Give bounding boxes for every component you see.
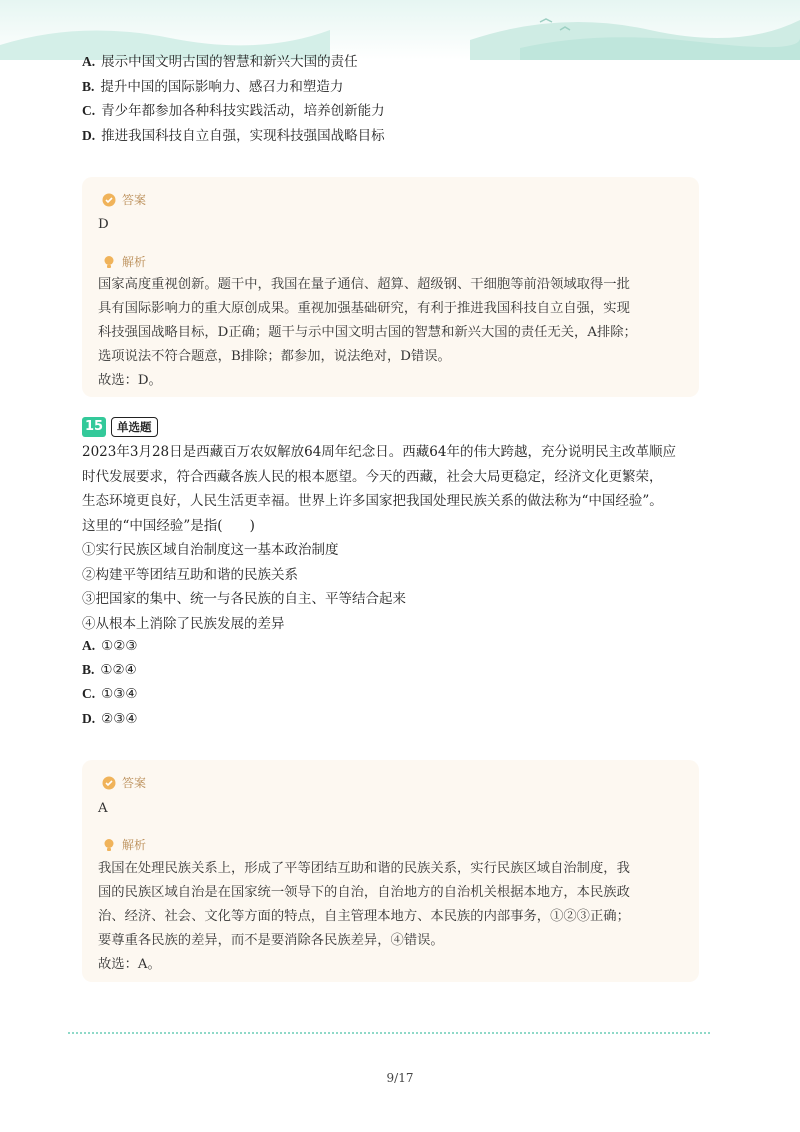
check-badge-icon (102, 776, 116, 790)
answer-label: 答案 (122, 193, 147, 207)
question-type-tag: 单选题 (111, 417, 158, 437)
question-stem-line: 生态环境更良好，人民生活更幸福。世界上许多国家把我国处理民族关系的做法称为“中国经验”。 (82, 493, 663, 509)
option-d[interactable] (82, 709, 137, 729)
option-letter: D. (82, 711, 96, 726)
analysis-line: 治、经济、社会、文化等方面的特点，自主管理本地方、本民族的内部事务，①②③正确； (98, 909, 630, 924)
question-stem-line: ③把国家的集中、统一与各民族的自主、平等结合起来 (82, 591, 406, 607)
analysis-text (98, 857, 688, 977)
option-letter: B. (82, 79, 95, 94)
option-text: ①②④ (100, 662, 137, 678)
question-stem-line: ①实行民族区域自治制度这一基本政治制度 (82, 542, 339, 558)
question-number-badge: 15 (82, 417, 106, 437)
option-letter: C. (82, 686, 96, 701)
option-letter: B. (82, 662, 95, 677)
answer-value: D (98, 217, 109, 232)
analysis-line: 我国在处理民族关系上，形成了平等团结互助和谐的民族关系，实行民族区域自治制度，我 (98, 861, 630, 876)
option-letter: C. (82, 103, 96, 118)
analysis-line: 选项说法不符合题意，B排除；都参加，说法绝对，D错误。 (98, 349, 451, 364)
option-text: ①②③ (101, 638, 138, 654)
option-d[interactable] (82, 126, 385, 146)
question-stem-line: 2023年3月28日是西藏百万农奴解放64周年纪念日。西藏64年的伟大跨越，充分说明民主改革顺应 (82, 444, 676, 460)
footer-divider (68, 1032, 710, 1034)
option-text: 提升中国的国际影响力、感召力和塑造力 (100, 79, 344, 95)
answer-header (102, 774, 146, 791)
answer-box-15 (82, 760, 699, 982)
page-number: 9/17 (386, 1071, 414, 1085)
analysis-line: 要尊重各民族的差异，而不是要消除各民族差异，④错误。 (98, 933, 444, 948)
option-text: ②③④ (101, 711, 138, 727)
option-b[interactable] (82, 660, 137, 680)
analysis-line: 故选：D。 (98, 373, 162, 388)
analysis-line: 科技强国战略目标，D正确；题干与示中国文明古国的智慧和新兴大国的责任无关，A排除； (98, 325, 637, 340)
option-c[interactable] (82, 684, 137, 704)
answer-value: A (98, 801, 108, 816)
analysis-line: 具有国际影响力的重大原创成果。重视加强基础研究，有利于推进我国科技自立自强，实现 (98, 301, 630, 316)
question-stem-line: ④从根本上消除了民族发展的差异 (82, 615, 285, 632)
lightbulb-icon (102, 255, 116, 269)
option-c[interactable] (82, 101, 385, 121)
analysis-line: 故选：A。 (98, 957, 161, 972)
option-text: ①③④ (101, 686, 138, 702)
option-a[interactable] (82, 636, 137, 656)
option-a[interactable] (82, 52, 358, 72)
analysis-header (102, 253, 146, 270)
analysis-label: 解析 (122, 838, 147, 852)
analysis-line: 国家高度重视创新。题干中，我国在量子通信、超算、超级钢、干细胞等前沿领域取得一批 (98, 277, 630, 292)
option-letter: A. (82, 638, 96, 653)
option-letter: A. (82, 54, 96, 69)
question-stem-line: 时代发展要求，符合西藏各族人民的根本愿望。今天的西藏，社会大局更稳定，经济文化更繁荣， (82, 468, 663, 485)
analysis-header (102, 836, 146, 853)
question-stem-line: ②构建平等团结互助和谐的民族关系 (82, 566, 298, 583)
option-b[interactable] (82, 77, 343, 97)
analysis-label: 解析 (122, 255, 147, 269)
answer-box-14 (82, 177, 699, 397)
analysis-line: 国的民族区域自治是在国家统一领导下的自治，自治地方的自治机关根据本地方，本民族政 (98, 885, 630, 900)
question-stem-line: 这里的“中国经验”是指( ) (82, 517, 255, 534)
answer-label: 答案 (122, 776, 147, 790)
option-text: 青少年都参加各种科技实践活动，培养创新能力 (101, 103, 385, 119)
option-text: 推进我国科技自立自强，实现科技强国战略目标 (101, 128, 385, 144)
answer-header (102, 191, 146, 208)
option-text: 展示中国文明古国的智慧和新兴大国的责任 (101, 54, 358, 70)
lightbulb-icon (102, 838, 116, 852)
check-badge-icon (102, 193, 116, 207)
option-letter: D. (82, 128, 96, 143)
header-banner (0, 0, 800, 60)
analysis-text (98, 273, 688, 393)
